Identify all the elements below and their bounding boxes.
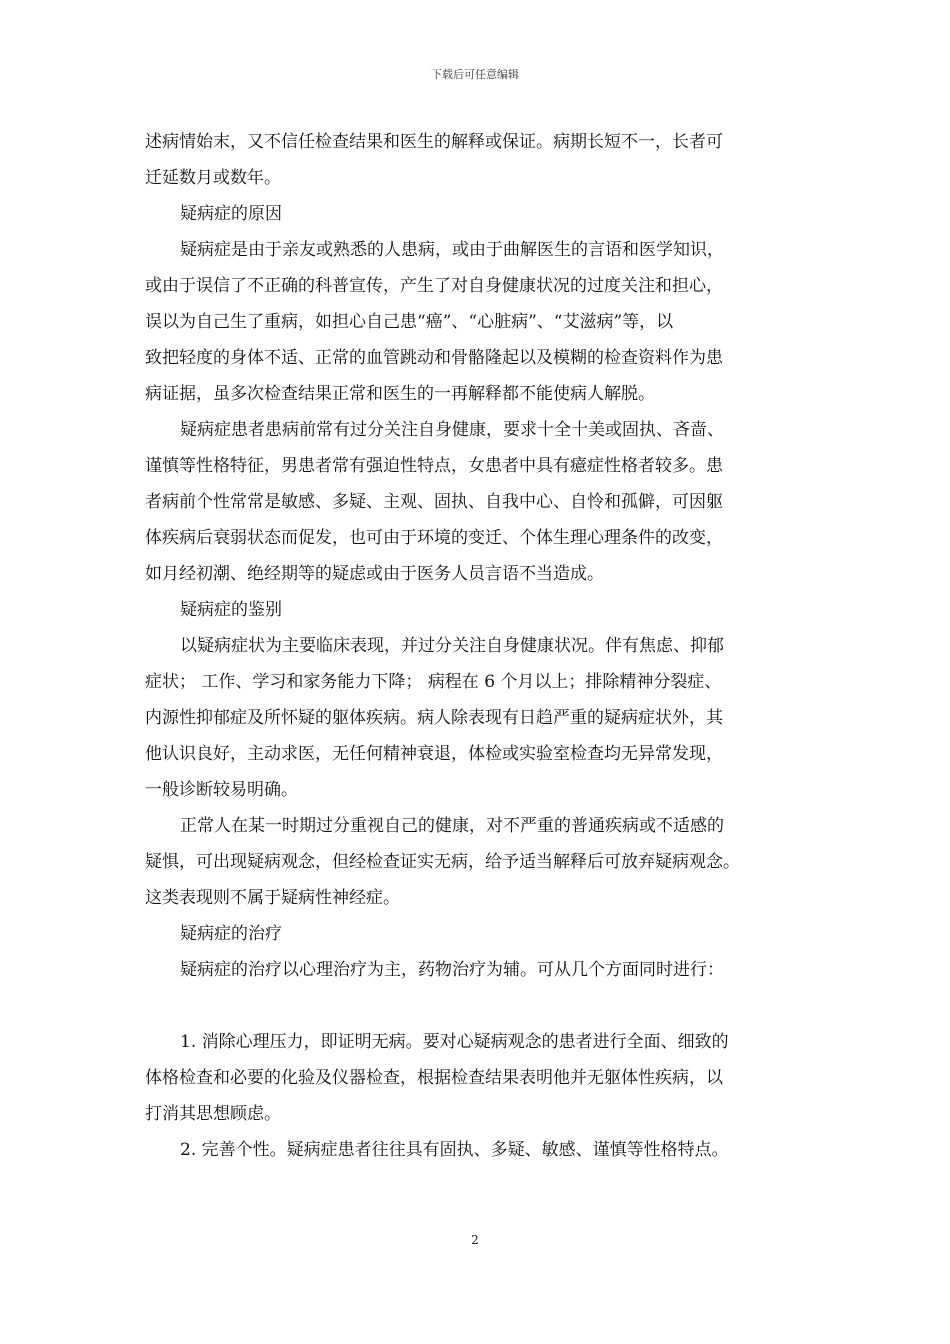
text-line: 症状； 工作、学习和家务能力下降； 病程在 6 个月以上；排除精神分裂症、 <box>145 672 722 692</box>
text-line: 疑病症的治疗以心理治疗为主，药物治疗为辅。可从几个方面同时进行： <box>180 960 724 980</box>
text-line: 病证据，虽多次检查结果正常和医生的一再解释都不能使病人解脱。 <box>145 384 655 404</box>
text-line: 一般诊断较易明确。 <box>145 780 298 800</box>
section-heading-diagnosis: 疑病症的鉴别 <box>180 600 282 620</box>
text-line: 误以为自己生了重病，如担心自己患“癌”、“心脏病”、“艾滋病”等，以 <box>145 312 674 332</box>
text-line: 疑病症是由于亲友或熟悉的人患病，或由于曲解医生的言语和医学知识， <box>180 240 724 260</box>
text-line: 内源性抑郁症及所怀疑的躯体疾病。病人除表现有日趋严重的疑病症状外，其 <box>145 708 723 728</box>
text-line: 致把轻度的身体不适、正常的血管跳动和骨骼隆起以及模糊的检查资料作为患 <box>145 348 723 368</box>
text-line: 述病情始末，又不信任检查结果和医生的解释或保证。病期长短不一，长者可 <box>145 132 723 152</box>
body-text <box>145 124 817 1168</box>
text-line: 这类表现则不属于疑病性神经症。 <box>145 888 400 908</box>
text-line: 如月经初潮、绝经期等的疑虑或由于医务人员言语不当造成。 <box>145 564 604 584</box>
text-line: 打消其思想顾虑。 <box>145 1104 281 1124</box>
text-line: 体格检查和必要的化验及仪器检查，根据检查结果表明他并无躯体性疾病，以 <box>145 1068 723 1088</box>
text-line: 谨慎等性格特征，男患者常有强迫性特点，女患者中具有癔症性格者较多。患 <box>145 456 723 476</box>
page-header: 下载后可任意编辑 <box>431 68 519 81</box>
list-item-1: 1. 消除心理压力，即证明无病。要对心疑病观念的患者进行全面、细致的 <box>180 1032 729 1052</box>
text-line: 疑惧，可出现疑病观念，但经检查证实无病，给予适当解释后可放弃疑病观念。 <box>145 852 740 872</box>
text-line: 以疑病症状为主要临床表现，并过分关注自身健康状况。伴有焦虑、抑郁 <box>180 636 724 656</box>
text-line: 迁延数月或数年。 <box>145 168 281 188</box>
text-line: 体疾病后衰弱状态而促发，也可由于环境的变迁、个体生理心理条件的改变， <box>145 528 723 548</box>
text-line: 疑病症患者患病前常有过分关注自身健康，要求十全十美或固执、吝啬、 <box>180 420 724 440</box>
page-number: 2 <box>471 1233 479 1247</box>
section-heading-treatment: 疑病症的治疗 <box>180 924 282 944</box>
blank-line <box>145 988 817 1024</box>
text-line: 或由于误信了不正确的科普宣传，产生了对自身健康状况的过度关注和担心， <box>145 276 723 296</box>
section-heading-cause: 疑病症的原因 <box>180 204 282 224</box>
list-item-2: 2. 完善个性。疑病症患者往往具有固执、多疑、敏感、谨慎等性格特点。 <box>180 1140 729 1160</box>
text-line: 者病前个性常常是敏感、多疑、主观、固执、自我中心、自怜和孤僻，可因躯 <box>145 492 723 512</box>
text-line: 他认识良好，主动求医，无任何精神衰退，体检或实验室检查均无异常发现， <box>145 744 723 764</box>
text-line: 正常人在某一时期过分重视自己的健康，对不严重的普通疾病或不适感的 <box>180 816 724 836</box>
